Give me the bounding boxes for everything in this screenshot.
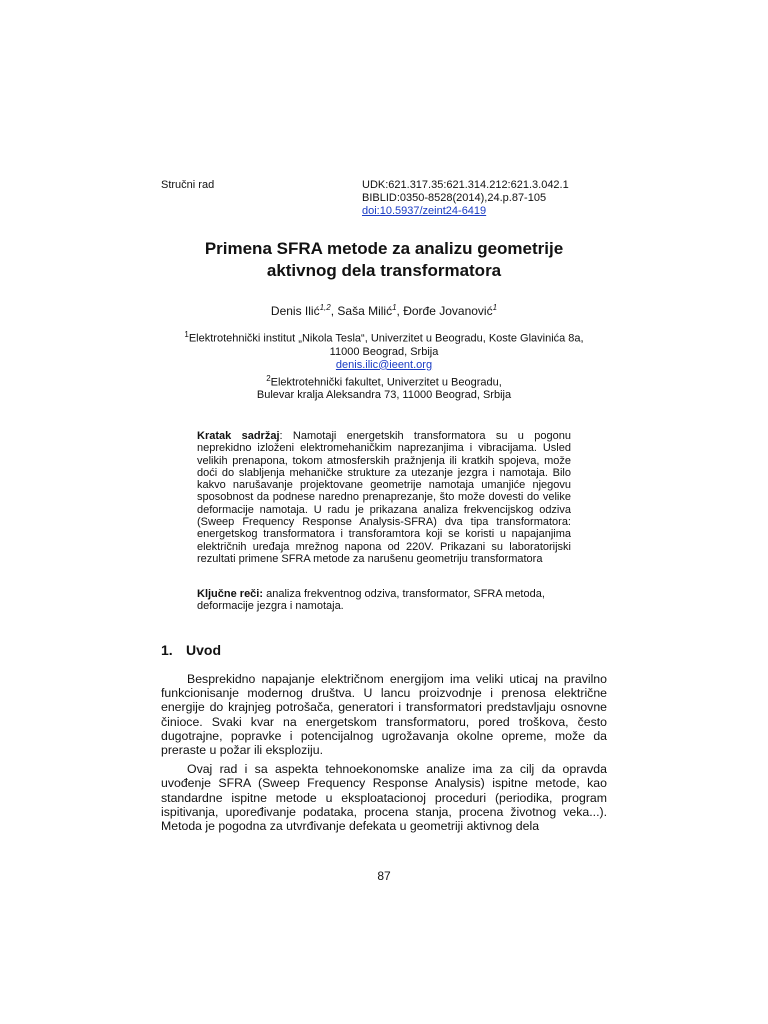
title-line-1: Primena SFRA metode za analizu geometrije xyxy=(204,239,564,258)
affiliation-1-line-2: 11000 Beograd, Srbija xyxy=(329,345,439,358)
author-affiliation-mark: 1,2 xyxy=(319,303,331,312)
affiliation-mark: 2 xyxy=(266,373,271,383)
author-name: Denis Ilić xyxy=(270,304,320,318)
affiliation-1-line-1: Elektrotehnički institut „Nikola Tesla“, Univerzitet u Beogradu, Koste Glavinića 8a, xyxy=(188,332,584,345)
section-title: Uvod xyxy=(186,642,221,658)
udk-code: UDK:621.317.35:621.314.212:621.3.042.1 xyxy=(362,179,569,191)
section-body xyxy=(161,672,607,833)
author-affiliation-mark: 1 xyxy=(492,303,498,312)
author-separator: , xyxy=(396,304,404,318)
section-heading xyxy=(161,642,221,658)
page-number: 87 xyxy=(377,869,391,883)
author-list xyxy=(100,300,668,319)
author-email-link[interactable]: denis.ilic@ieent.org xyxy=(335,358,433,371)
section-number: 1. xyxy=(161,642,173,658)
keywords-label: Ključne reči: xyxy=(197,588,264,600)
paper-type: Stručni rad xyxy=(161,179,215,191)
affiliation-2-line-2: Bulevar kralja Aleksandra 73, 11000 Beograd, Srbija xyxy=(256,389,512,402)
affiliations xyxy=(120,328,648,402)
paragraph: Besprekidno napajanje električnom energijom ima veliki uticaj na pravilno funkcionisanje modernog društva. U lancu proizvodnje i prenosa električne energije do krajnjeg potrošača, generatori i transformatori predstavljaju osnovne činioce. Svaki kvar na energetskom transformatoru, pored troškova, često dugotrajne, popravke i potencijalnog ugrožavanja okolne opreme, može da preraste u požar ili eksploziju. xyxy=(161,672,607,758)
author-affiliation-mark: 1 xyxy=(392,303,397,312)
abstract-label: Kratak sadržaj xyxy=(197,430,280,442)
doi-link[interactable]: doi:10.5937/zeint24-6419 xyxy=(362,205,487,217)
affiliation-2-line-1: Elektrotehnički fakultet, Univerzitet u Beogradu, xyxy=(270,376,502,389)
paper-title xyxy=(100,238,668,282)
abstract xyxy=(197,430,571,565)
keywords-text: analiza frekventnog odziva, transformator, SFRA metoda, deformacije jezgra i namotaja. xyxy=(197,588,545,613)
author-name: Saša Milić xyxy=(337,304,393,318)
keywords xyxy=(197,588,571,613)
bibliographic-info xyxy=(362,179,569,218)
affiliation-mark: 1 xyxy=(184,330,189,339)
biblid-code: BIBLID:0350-8528(2014),24.p.87-105 xyxy=(362,192,547,204)
author-separator: , xyxy=(330,304,338,318)
title-line-2: aktivnog dela transformatora xyxy=(266,261,502,280)
author-name: Đorđe Jovanović xyxy=(403,304,493,318)
paragraph: Ovaj rad i sa aspekta tehnoekonomske analize ima za cilj da opravda uvođenje SFRA (Sweep Frequency Response Analysis) ispitne metode, kao standardne ispitne metode u eksploatacionoj proceduri (periodika, program ispitivanja, upoređivanje podataka, procena stanja, procena životnog veka...). Metoda je pogodna za utvrđivanje defekata u geometriji aktivnog dela xyxy=(161,762,607,834)
abstract-text: : Namotaji energetskih transformatora su u pogonu neprekidno izloženi elektromehaničkim naprezanjima i vibracijama. Usled velikih prenapona, tokom atmosferskih pražnjenja ili kratkih spojeva, može doći do slabljenja mehaničke strukture za utezanje jezgra i namotaja. Bilo kakvo narušavanje projektovane geometrije namotaja umanjiće njegovu sposobnost da podnese naredno prenaprezanje, što može dovesti do velike deformacije namotaja. U radu je prikazana analiza frekvencijskog odziva (Sweep Frequency Response Analysis-SFRA) dva tipa transformatora: energetskog transformatora i transforamtora koji se koristi u napajanjima električnih uređaja mrežnog napona od 220V. Prikazani su laboratorijski rezultati primene SFRA metode za narušenu geometriju transformatora xyxy=(197,430,571,565)
